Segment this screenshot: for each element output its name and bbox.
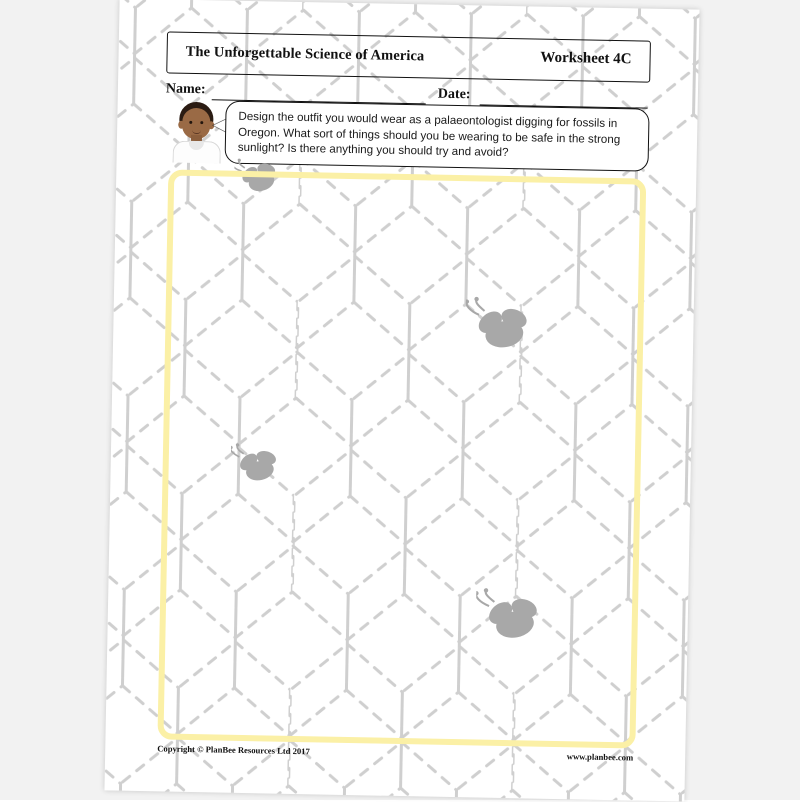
worksheet-sheet: [104, 0, 699, 801]
date-label: Date:: [437, 86, 471, 103]
footer-website[interactable]: www.planbee.com: [566, 751, 634, 763]
page-title: The Unforgettable Science of America: [185, 43, 425, 65]
worksheet-label: Worksheet 4C: [540, 49, 632, 68]
speech-bubble-text: Design the outfit you would wear as a palaeontologist digging for fossils in Oregon. What sort of things should you be wearing to be safe in the strong sunlight? Is there anything you should try and avoid?: [237, 109, 621, 159]
name-label: Name:: [165, 81, 206, 98]
answer-area[interactable]: [157, 169, 646, 748]
footer-copyright: Copyright © PlanBee Resources Ltd 2017: [157, 743, 310, 757]
